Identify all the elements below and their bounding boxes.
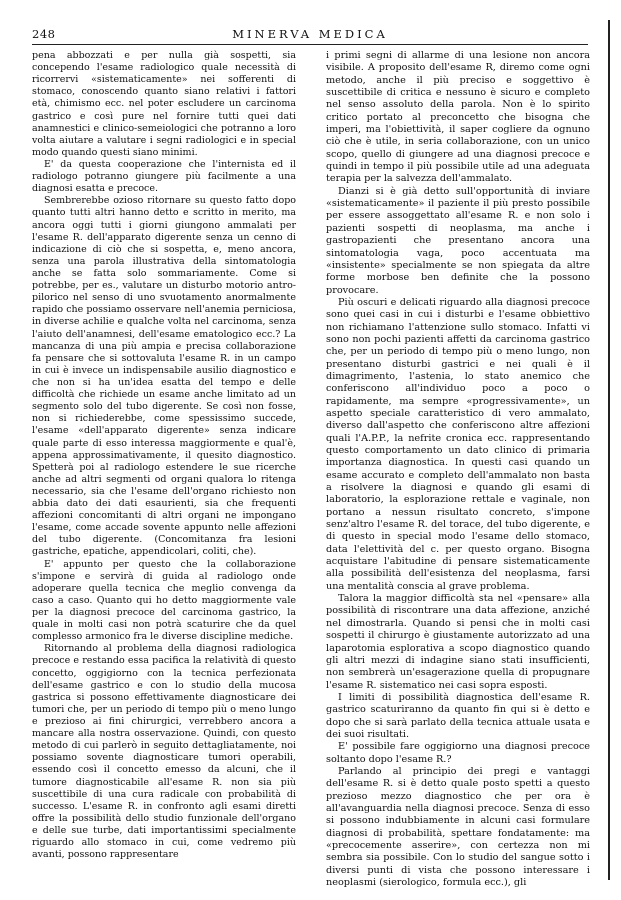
paragraph: E' appunto per questo che la collaborazione s'impone e servirà di guida al radiologo onde adoperare quella tecnica che meglio convenga da caso a caso. Quanto qui ho detto maggiormente vale per la diagnosi precoce del carcinoma gastrico, la quale in molti casi non potrà scaturire che da quel complesso armonico fra le diverse discipline mediche. xyxy=(32,558,296,643)
right-column xyxy=(326,50,590,889)
header-rule xyxy=(32,44,588,45)
page-number: 248 xyxy=(32,27,56,41)
paragraph: i primi segni di allarme di una lesione non ancora visibile. A proposito dell'esame R, diremo come ogni metodo, anche il più preciso e soggettivo è suscettibile di critica e nessuno è sicuro e completo nel senso assoluto della parola. Non è lo spirito critico portato al preconcetto che bisogna che imperi, ma l'obiettività, il saper cogliere da ognuno ciò che è utile, in seria collaborazione, con un unico scopo, quello di giungere ad una diagnosi precoce e quindi in tempo il più possibile utile ad una adeguata terapia per la salvezza dell'ammalato. xyxy=(326,50,590,185)
journal-title: MINERVA MEDICA xyxy=(232,27,388,41)
paragraph: Sembrerebbe ozioso ritornare su questo fatto dopo quanto tutti altri hanno detto e scritto in merito, ma ancora oggi tutti i giorni giungono ammalati per l'esame R. dell'apparato digerente senza un cenno di indicazione di ciò che si sospetta, e, meno ancora, senza una parola illustrativa della sintomatologia anche se fatta solo sommariamente. Come si potrebbe, per es., valutare un disturbo motorio antro-pilorico nel senso di uno svuotamento anormalmente rapido che possiamo osservare nell'anemia perniciosa, in diverse achilie e qualche volta nel carcinoma, senza l'aiuto dell'anamnesi, dell'esame ematologico ecc.? La mancanza di una più ampia e precisa collaborazione fa pensare che si sottovaluta l'esame R. in un campo in cui è invece un indispensabile ausilio diagnostico e che non si ha un'idea esatta del tempo e delle difficoltà che richiede un esame anche limitato ad un segmento solo del tubo digerente. Se così non fosse, non si richiederebbe, come spessissimo succede, l'esame «dell'apparato digerente» senza indicare quale parte di esso interessa maggiormente e qual'è, appena approssimativamente, il quesito diagnostico. Spetterà poi al radiologo estendere le sue ricerche anche ad altri segmenti od organi qualora lo ritenga necessario, sia che l'esame dell'organo richiesto non abbia dato dei dati esaurienti, sia che frequenti affezioni concomitanti di altri organi ne impongano l'esame, come accade sovente appunto nelle affezioni del tubo digerente. (Concomitanza fra lesioni gastriche, epatiche, appendicolari, coliti, che). xyxy=(32,195,296,558)
paragraph: I limiti di possibilità diagnostica dell'esame R. gastrico scaturiranno da quanto fin qui si è detto e dopo che si sarà parlato della tecnica attuale usata e dei suoi risultati. xyxy=(326,691,590,740)
paragraph: Dianzi si è già detto sull'opportunità di inviare «sistematicamente» il paziente il più presto possibile per essere assoggettato all'esame R. e non solo i pazienti sospetti di neoplasma, ma anche i gastropazienti che presentano ancora una sintomatologia vaga, poco accentuata ma «insistente» specialmente se non spiegata da altre forme morbose ben definite che la possono provocare. xyxy=(326,185,590,296)
left-column xyxy=(32,50,296,861)
paragraph: Talora la maggior difficoltà sta nel «pensare» alla possibilità di riscontrare una data affezione, anziché nel dimostrarla. Quando si pensi che in molti casi sospetti il chirurgo è giustamente autorizzato ad una laparotomia esplorativa a scopo diagnostico quando gli altri mezzi di indagine siano stati insufficienti, non sembrerà un'esagerazione quella di propugnare l'esame R. sistematico nei casi sopra esposti. xyxy=(326,593,590,691)
page-edge-line xyxy=(608,20,610,880)
paragraph: E' da questa cooperazione che l'internista ed il radiologo potranno giungere più facilmente a una diagnosi esatta e precoce. xyxy=(32,158,296,195)
paragraph: E' possibile fare oggigiorno una diagnosi precoce soltanto dopo l'esame R.? xyxy=(326,741,590,765)
paragraph: Parlando al principio dei pregi e vantaggi dell'esame R. si è detto quale posto spetti a questo prezioso mezzo diagnostico che per ora è all'avanguardia nella diagnosi precoce. Senza di esso si possono indubbiamente in alcuni casi formulare diagnosi di probabilità, spettare fondatamente: ma «precocemente asserire», con certezza non mi sembra sia possibile. Con lo studio del sangue sotto i diversi punti di vista che possono interessare i neoplasmi (sierologico, formula ecc.), gli xyxy=(326,765,590,889)
paragraph: Più oscuri e delicati riguardo alla diagnosi precoce sono quei casi in cui i disturbi e l'esame obbiettivo non richiamano l'attenzione sullo stomaco. Infatti vi sono non pochi pazienti affetti da carcinoma gastrico che, per un periodo di tempo più o meno lungo, non presentano disturbi gastrici e nei quali è il dimagrimento, l'astenia, lo stato anemico che conferiscono all'individuo poco a poco o rapidamente, ma sempre «progressivamente», un aspetto speciale caratteristico di vero ammalato, diverso dall'aspetto che conferiscono altre affezioni quali l'A.P.P., la nefrite cronica ecc. rappresentando questo comportamento un dato clinico di primaria importanza diagnostica. In questi casi quando un esame accurato e completo dell'ammalato non basta a risolvere la diagnosi e quando gli esami di laboratorio, la esplorazione rettale e vaginale, non portano a nessun risultato concreto, s'impone senz'altro l'esame R. del torace, del tubo digerente, e di questo in special modo l'esame dello stomaco, data l'elettività del c. per questo organo. Bisogna acquistare l'abitudine di pensare sistematicamente alla possibilità dell'esistenza del neoplasma, farsi una mentalità conscia al grave problema. xyxy=(326,296,590,592)
paragraph: Ritornando al problema della diagnosi radiologica precoce e restando essa pacifica la relatività di questo concetto, oggigiorno con la tecnica perfezionata dell'esame gastrico e con lo studio della mucosa gastrica si possono effettivamente diagnosticare dei tumori che, per un periodo di tempo più o meno lungo e prezioso ai fini chirurgici, verrebbero ancora a mancare alla nostra osservazione. Quindi, con questo metodo di cui parlerò in seguito dettagliatamente, noi possiamo sovente diagnosticare tumori operabili, essendo così il concetto emesso da alcuni, che il tumore diagnosticabile all'esame R. non sia più suscettibile di una cura radicale con probabilità di successo. L'esame R. in confronto agli esami diretti offre la possibilità dello studio funzionale dell'organo e delle sue turbe, dati importantissimi specialmente riguardo allo stomaco in cui, come vedremo più avanti, possono rappresentare xyxy=(32,643,296,861)
page-header xyxy=(32,27,588,43)
paragraph: pena abbozzati e per nulla già sospetti, sia concependo l'esame radiologico quale necessità di ricorrervi «sistematicamente» nei sofferenti di stomaco, conoscendo quanto siano relativi i fattori età, chimismo ecc. nel poter escludere un carcinoma gastrico e così pure nel fornire tutti quei dati anamnestici e clinico-semeiologici che potranno a loro volta aiutare a valutare i segni radiologici e in special modo quando questi siano minimi. xyxy=(32,50,296,158)
